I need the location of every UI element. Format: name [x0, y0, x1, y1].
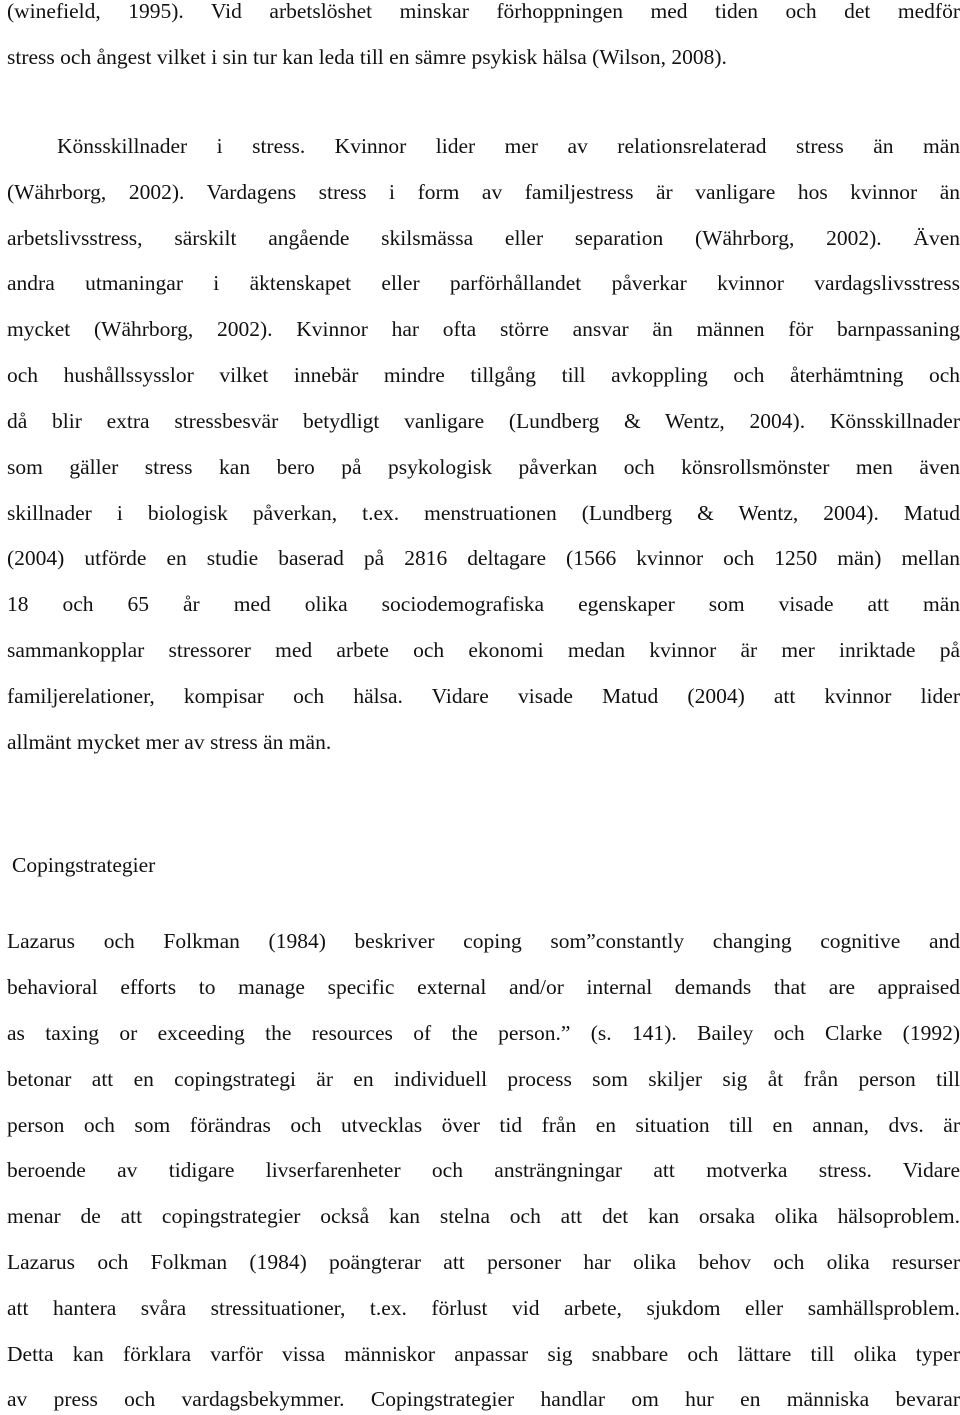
text-line: då blir extra stressbesvär betydligt vanligare (Lundberg & Wentz, 2004). Könsskillnader	[7, 409, 960, 433]
text-line: menar de att copingstrategier också kan stelna och att det kan orsaka olika hälsoproblem.	[7, 1204, 960, 1228]
text-line: allmänt mycket mer av stress än män.	[7, 730, 332, 754]
text-line: (winefield, 1995). Vid arbetslöshet minskar förhoppningen med tiden och det medför	[7, 0, 960, 23]
text-line: Lazarus och Folkman (1984) beskriver coping som”constantly changing cognitive and	[7, 929, 960, 953]
text-line: skillnader i biologisk påverkan, t.ex. menstruationen (Lundberg & Wentz, 2004). Matud	[7, 501, 960, 525]
text-line: 18 och 65 år med olika sociodemografiska egenskaper som visade att män	[7, 592, 960, 616]
text-line: stress och ångest vilket i sin tur kan leda till en sämre psykisk hälsa (Wilson, 2008).	[7, 45, 727, 69]
text-line: att hantera svåra stressituationer, t.ex. förlust vid arbete, sjukdom eller samhällsproblem.	[7, 1296, 960, 1320]
text-line: familjerelationer, kompisar och hälsa. Vidare visade Matud (2004) att kvinnor lider	[7, 684, 960, 708]
text-line: mycket (Währborg, 2002). Kvinnor har ofta större ansvar än männen för barnpassaning	[7, 317, 960, 341]
text-line: sammankopplar stressorer med arbete och ekonomi medan kvinnor är mer inriktade på	[7, 638, 960, 662]
text-line: Lazarus och Folkman (1984) poängterar att personer har olika behov och olika resurser	[7, 1250, 960, 1274]
text-line: person och som förändras och utvecklas över tid från en situation till en annan, dvs. är	[7, 1113, 960, 1137]
text-line: andra utmaningar i äktenskapet eller parförhållandet påverkar kvinnor vardagslivsstress	[7, 271, 960, 295]
text-line: (2004) utförde en studie baserad på 2816 deltagare (1566 kvinnor och 1250 män) mellan	[7, 546, 960, 570]
text-line: betonar att en copingstrategi är en individuell process som skiljer sig åt från person till	[7, 1067, 960, 1091]
text-line: as taxing or exceeding the resources of the person.” (s. 141). Bailey och Clarke (1992)	[7, 1021, 960, 1045]
text-line: arbetslivsstress, särskilt angående skilsmässa eller separation (Währborg, 2002). Även	[7, 226, 960, 250]
text-line: beroende av tidigare livserfarenheter och ansträngningar att motverka stress. Vidare	[7, 1158, 960, 1182]
text-line: som gäller stress kan bero på psykologisk påverkan och könsrollsmönster men även	[7, 455, 960, 479]
text-line: av press och vardagsbekymmer. Copingstrategier handlar om hur en människa bevarar	[7, 1387, 960, 1411]
text-line: behavioral efforts to manage specific external and/or internal demands that are appraised	[7, 975, 960, 999]
text-line: (Währborg, 2002). Vardagens stress i form av familjestress är vanligare hos kvinnor än	[7, 180, 960, 204]
section-heading: Copingstrategier	[12, 853, 156, 877]
text-line: och hushållssysslor vilket innebär mindre tillgång till avkoppling och återhämtning och	[7, 363, 960, 387]
text-line: Detta kan förklara varför vissa människor anpassar sig snabbare och lättare till olika typer	[7, 1342, 960, 1366]
paragraph-first-line: Könsskillnader i stress. Kvinnor lider mer av relationsrelaterad stress än män	[57, 134, 960, 158]
